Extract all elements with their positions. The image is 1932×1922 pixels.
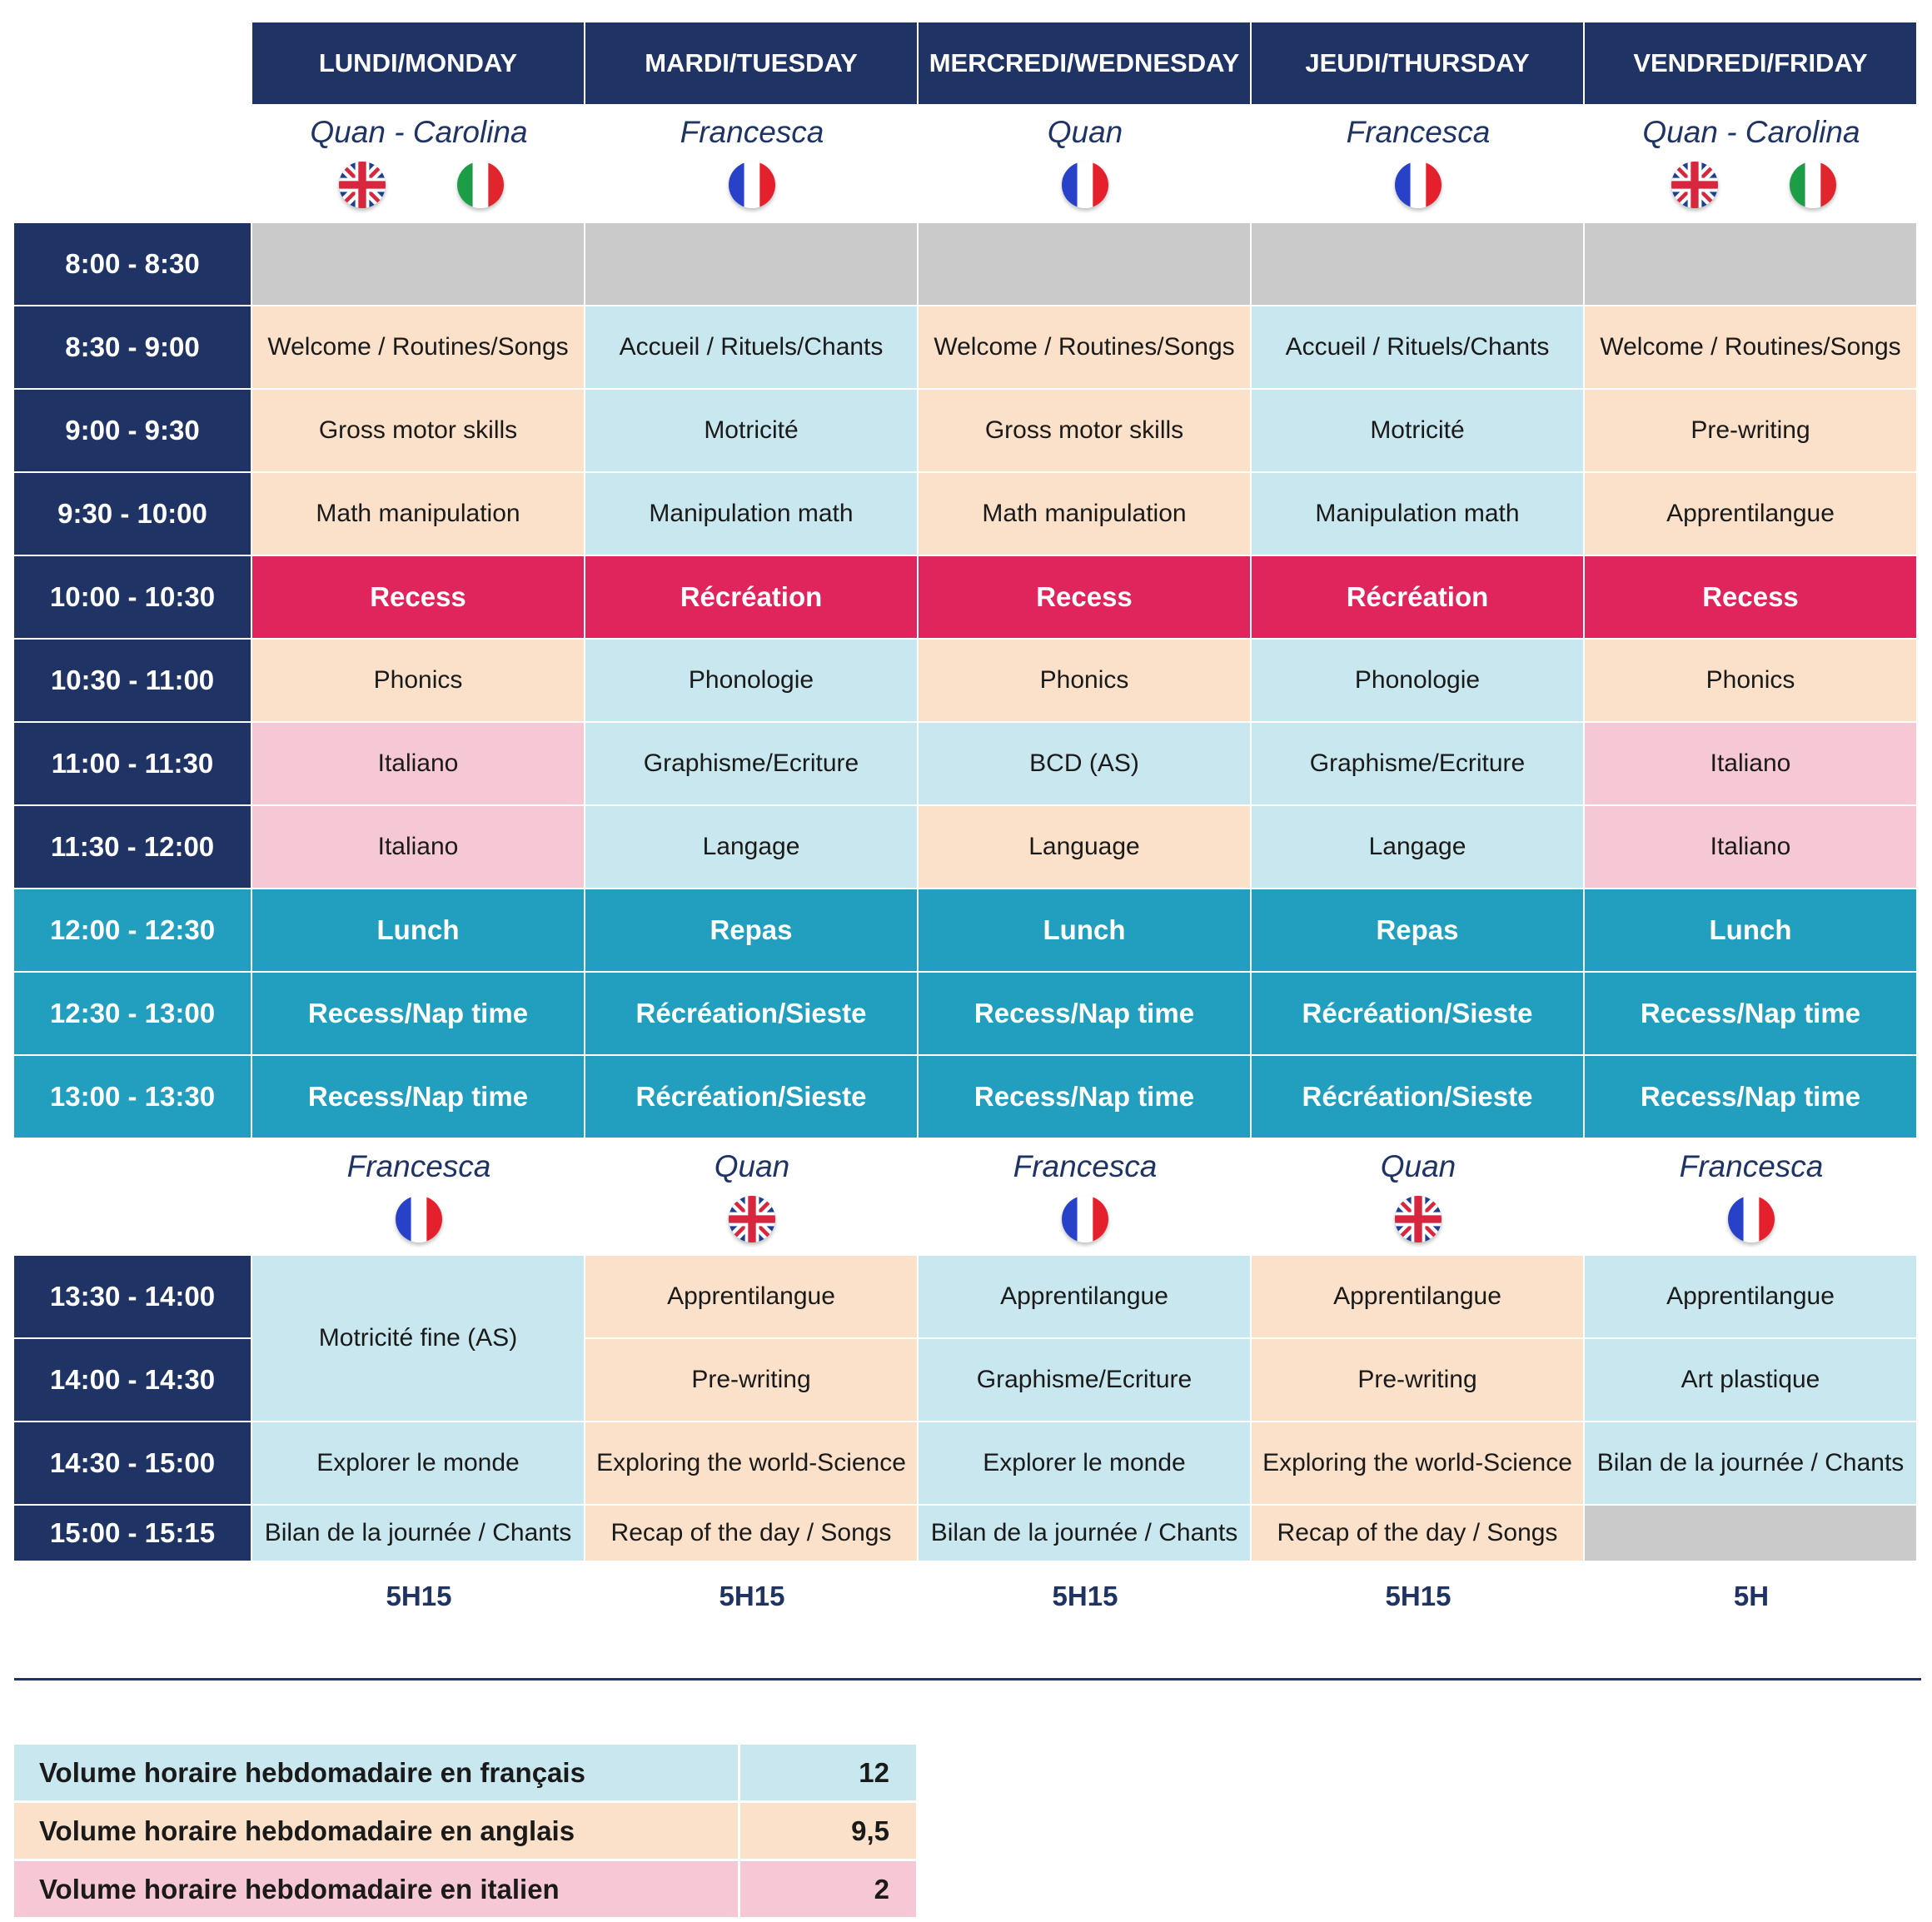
activity-cell: Repas: [585, 889, 919, 973]
activity-cell: Motricité: [1252, 390, 1585, 473]
italy-flag-icon: [1790, 162, 1836, 208]
daily-total: 5H15: [719, 1581, 785, 1611]
time-slot: 12:30 - 13:00: [14, 973, 252, 1056]
daily-total: 5H15: [1052, 1581, 1118, 1611]
teacher-name: Francesca: [680, 115, 824, 149]
activity-cell: Recess/Nap time: [919, 973, 1252, 1056]
empty-slot: [1252, 223, 1585, 306]
day-header: MERCREDI/WEDNESDAY: [919, 22, 1252, 106]
time-slot: 11:00 - 11:30: [14, 723, 252, 806]
activity-cell: Lunch: [252, 889, 585, 973]
activity-cell: Recess: [919, 556, 1252, 640]
activity-cell: Lunch: [919, 889, 1252, 973]
activity-cell: Exploring the world-Science: [585, 1422, 919, 1506]
activity-cell: Motricité fine (AS): [252, 1256, 585, 1422]
teacher-name: Francesca: [1346, 115, 1491, 149]
activity-cell: Récréation/Sieste: [585, 973, 919, 1056]
activity-cell: Repas: [1252, 889, 1585, 973]
activity-cell: Italiano: [1585, 806, 1918, 889]
daily-total: 5H15: [386, 1581, 452, 1611]
activity-cell: Phonics: [252, 640, 585, 723]
time-slot: 9:30 - 10:00: [14, 473, 252, 556]
activity-cell: Welcome / Routines/Songs: [252, 306, 585, 390]
france-flag-icon: [1395, 162, 1442, 208]
activity-cell: Récréation: [1252, 556, 1585, 640]
teacher-name: Quan - Carolina: [310, 115, 528, 149]
activity-cell: Art plastique: [1585, 1339, 1918, 1422]
activity-cell: Italiano: [252, 723, 585, 806]
time-slot: 12:00 - 12:30: [14, 889, 252, 973]
teacher-name: Francesca: [1013, 1149, 1158, 1183]
empty-slot: [1585, 1506, 1918, 1562]
empty-slot: [252, 223, 585, 306]
activity-cell: Récréation/Sieste: [585, 1056, 919, 1139]
daily-total: 5H: [1733, 1581, 1770, 1611]
activity-cell: Récréation/Sieste: [1252, 973, 1585, 1056]
activity-cell: Langage: [585, 806, 919, 889]
time-slot: 14:30 - 15:00: [14, 1422, 252, 1506]
time-slot: 15:00 - 15:15: [14, 1506, 252, 1562]
teacher-name: Quan - Carolina: [1642, 115, 1860, 149]
activity-cell: Récréation: [585, 556, 919, 640]
activity-cell: Explorer le monde: [252, 1422, 585, 1506]
activity-cell: Graphisme/Ecriture: [585, 723, 919, 806]
activity-cell: Gross motor skills: [252, 390, 585, 473]
weekly-volume-value: 9,5: [740, 1803, 916, 1861]
france-flag-icon: [1728, 1196, 1775, 1242]
day-header: VENDREDI/FRIDAY: [1585, 22, 1918, 106]
activity-cell: Recap of the day / Songs: [1252, 1506, 1585, 1562]
day-header: LUNDI/MONDAY: [252, 22, 585, 106]
time-slot: 14:00 - 14:30: [14, 1339, 252, 1422]
teacher-name: Quan: [714, 1149, 790, 1183]
activity-cell: Recess/Nap time: [1585, 973, 1918, 1056]
activity-cell: Phonologie: [1252, 640, 1585, 723]
weekly-volume-value: 12: [740, 1745, 916, 1803]
time-slot: 11:30 - 12:00: [14, 806, 252, 889]
daily-total: 5H15: [1385, 1581, 1451, 1611]
teacher-name: Quan: [1380, 1149, 1456, 1183]
activity-cell: Accueil / Rituels/Chants: [585, 306, 919, 390]
activity-cell: Manipulation math: [585, 473, 919, 556]
activity-cell: Math manipulation: [919, 473, 1252, 556]
activity-cell: Apprentilangue: [585, 1256, 919, 1339]
time-slot: 9:00 - 9:30: [14, 390, 252, 473]
activity-cell: Accueil / Rituels/Chants: [1252, 306, 1585, 390]
time-slot: 10:30 - 11:00: [14, 640, 252, 723]
empty-slot: [585, 223, 919, 306]
activity-cell: Recess: [252, 556, 585, 640]
teacher-name: Francesca: [346, 1149, 491, 1183]
activity-cell: Phonics: [1585, 640, 1918, 723]
activity-cell: Manipulation math: [1252, 473, 1585, 556]
time-slot: 8:00 - 8:30: [14, 223, 252, 306]
activity-cell: Italiano: [252, 806, 585, 889]
activity-cell: Bilan de la journée / Chants: [1585, 1422, 1918, 1506]
uk-flag-icon: [729, 1196, 775, 1242]
activity-cell: Gross motor skills: [919, 390, 1252, 473]
empty-slot: [919, 223, 1252, 306]
france-flag-icon: [396, 1196, 442, 1242]
weekly-volume-value: 2: [740, 1861, 916, 1920]
activity-cell: Langage: [1252, 806, 1585, 889]
activity-cell: Apprentilangue: [919, 1256, 1252, 1339]
activity-cell: Récréation/Sieste: [1252, 1056, 1585, 1139]
activity-cell: Apprentilangue: [1585, 1256, 1918, 1339]
teacher-name: Quan: [1047, 115, 1123, 149]
activity-cell: Graphisme/Ecriture: [919, 1339, 1252, 1422]
activity-cell: Pre-writing: [1585, 390, 1918, 473]
activity-cell: Recess/Nap time: [252, 973, 585, 1056]
activity-cell: Exploring the world-Science: [1252, 1422, 1585, 1506]
activity-cell: Apprentilangue: [1585, 473, 1918, 556]
activity-cell: Recess/Nap time: [252, 1056, 585, 1139]
activity-cell: Graphisme/Ecriture: [1252, 723, 1585, 806]
activity-cell: Language: [919, 806, 1252, 889]
activity-cell: Welcome / Routines/Songs: [919, 306, 1252, 390]
uk-flag-icon: [1395, 1196, 1442, 1242]
activity-cell: Apprentilangue: [1252, 1256, 1585, 1339]
activity-cell: Recess/Nap time: [919, 1056, 1252, 1139]
france-flag-icon: [1062, 162, 1108, 208]
weekly-volume-label: Volume horaire hebdomadaire en anglais: [14, 1803, 740, 1861]
day-header: JEUDI/THURSDAY: [1252, 22, 1585, 106]
time-slot: 13:00 - 13:30: [14, 1056, 252, 1139]
activity-cell: Math manipulation: [252, 473, 585, 556]
time-slot: 13:30 - 14:00: [14, 1256, 252, 1339]
activity-cell: Recap of the day / Songs: [585, 1506, 919, 1562]
activity-cell: BCD (AS): [919, 723, 1252, 806]
empty-slot: [1585, 223, 1918, 306]
section-divider: [14, 1678, 1921, 1681]
weekly-volume-label: Volume horaire hebdomadaire en italien: [14, 1861, 740, 1920]
time-slot: 8:30 - 9:00: [14, 306, 252, 390]
time-slot: 10:00 - 10:30: [14, 556, 252, 640]
activity-cell: Welcome / Routines/Songs: [1585, 306, 1918, 390]
activity-cell: Pre-writing: [585, 1339, 919, 1422]
activity-cell: Italiano: [1585, 723, 1918, 806]
france-flag-icon: [1062, 1196, 1108, 1242]
weekly-volume-label: Volume horaire hebdomadaire en français: [14, 1745, 740, 1803]
activity-cell: Pre-writing: [1252, 1339, 1585, 1422]
day-header: MARDI/TUESDAY: [585, 22, 919, 106]
activity-cell: Bilan de la journée / Chants: [252, 1506, 585, 1562]
uk-flag-icon: [1671, 162, 1718, 208]
activity-cell: Motricité: [585, 390, 919, 473]
activity-cell: Phonics: [919, 640, 1252, 723]
italy-flag-icon: [457, 162, 504, 208]
teacher-name: Francesca: [1679, 1149, 1824, 1183]
activity-cell: Explorer le monde: [919, 1422, 1252, 1506]
activity-cell: Lunch: [1585, 889, 1918, 973]
activity-cell: Recess: [1585, 556, 1918, 640]
activity-cell: Bilan de la journée / Chants: [919, 1506, 1252, 1562]
activity-cell: Recess/Nap time: [1585, 1056, 1918, 1139]
france-flag-icon: [729, 162, 775, 208]
uk-flag-icon: [339, 162, 386, 208]
activity-cell: Phonologie: [585, 640, 919, 723]
